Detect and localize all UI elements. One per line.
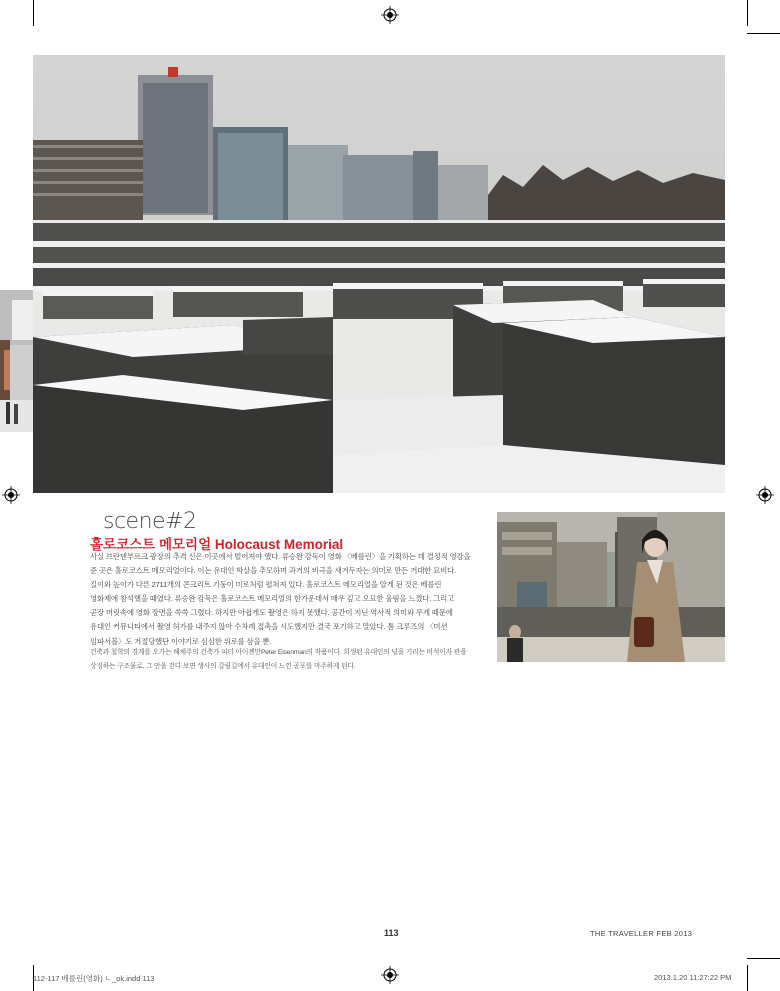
- body-line: 길이와 높이가 다른 2711개의 콘크리트 기둥이 미로처럼 펼쳐져 있다. 홀로코스트 메모리얼을 알게 된 것은 베를린: [90, 580, 442, 590]
- page-number: 113: [384, 928, 399, 938]
- body-line: 준 곳은 홀로코스트 메모리얼이다. 이는 유대인 학살을 추모하며 과거의 비극을 새겨두자는 의미로 만든 거대한 묘비다.: [90, 566, 456, 576]
- article-title: 홀로코스트 메모리얼 Holocaust Memorial: [90, 537, 344, 552]
- body-line: 영화제에 참석했을 때였다. 류승완 감독은 홀로코스트 메모리얼의 한가운데서 매우 깊고 오묘한 울림을 느꼈다. 그리고: [90, 594, 455, 604]
- registration-mark-icon: [2, 486, 20, 504]
- registration-mark-icon: [381, 966, 399, 984]
- crop-mark: [747, 0, 748, 26]
- magazine-issue: THE TRAVELLER FEB 2013: [590, 929, 693, 938]
- crop-mark: [747, 958, 780, 959]
- scene-label: scene#2: [103, 509, 197, 534]
- print-slug-file: 112-117 베를린(영화) ㄴ_ok.indd 113: [33, 974, 155, 983]
- print-slug-timestamp: 2013.1.20 11:27:22 PM: [654, 973, 732, 982]
- photo-caption: [90, 646, 485, 673]
- hero-photo-holocaust-memorial: [33, 55, 725, 493]
- crop-mark: [33, 0, 34, 26]
- article-body: [90, 550, 485, 649]
- registration-mark-icon: [756, 486, 774, 504]
- body-line: 임파서블〉도 거절당했단 이야기로 심심한 위로를 삼을 뿐.: [90, 636, 272, 646]
- body-line: 사실 브란덴부르크 광장의 추격 신은 이곳에서 벌어져야 했다. 류승완 감독이 영화 〈베를린〉을 기획하는 데 결정적 영감을: [90, 552, 471, 561]
- caption-line: 상징하는 구조물로, 그 안을 걷다 보면 생사의 갈림길에서 유대인이 느낀 공포를 마주하게 된다.: [90, 662, 356, 670]
- film-still-photo: [497, 512, 725, 662]
- caption-line: 건축과 철학의 경계를 오가는 해체주의 건축가 피터 아이젠만Peter Eisenman의 작품이다. 희생된 유대인의 넋을 기리는 비석이자 관을: [90, 649, 467, 656]
- registration-mark-icon: [381, 6, 399, 24]
- body-line: 곧장 머릿속에 영화 장면을 쓱쓱 그렸다. 하지만 아쉽게도 촬영은 하지 못했다. 공간이 지닌 역사적 의미와 무게 때문에: [90, 608, 453, 618]
- crop-mark: [747, 33, 780, 34]
- facing-page-photo-strip: [0, 290, 33, 432]
- body-line: 유대인 커뮤니티에서 촬영 허가를 내주지 않아 수차례 접촉을 시도했지만 결국 포기하고 말았다. 톰 크루즈의 〈미션: [90, 622, 448, 632]
- crop-mark: [747, 965, 748, 991]
